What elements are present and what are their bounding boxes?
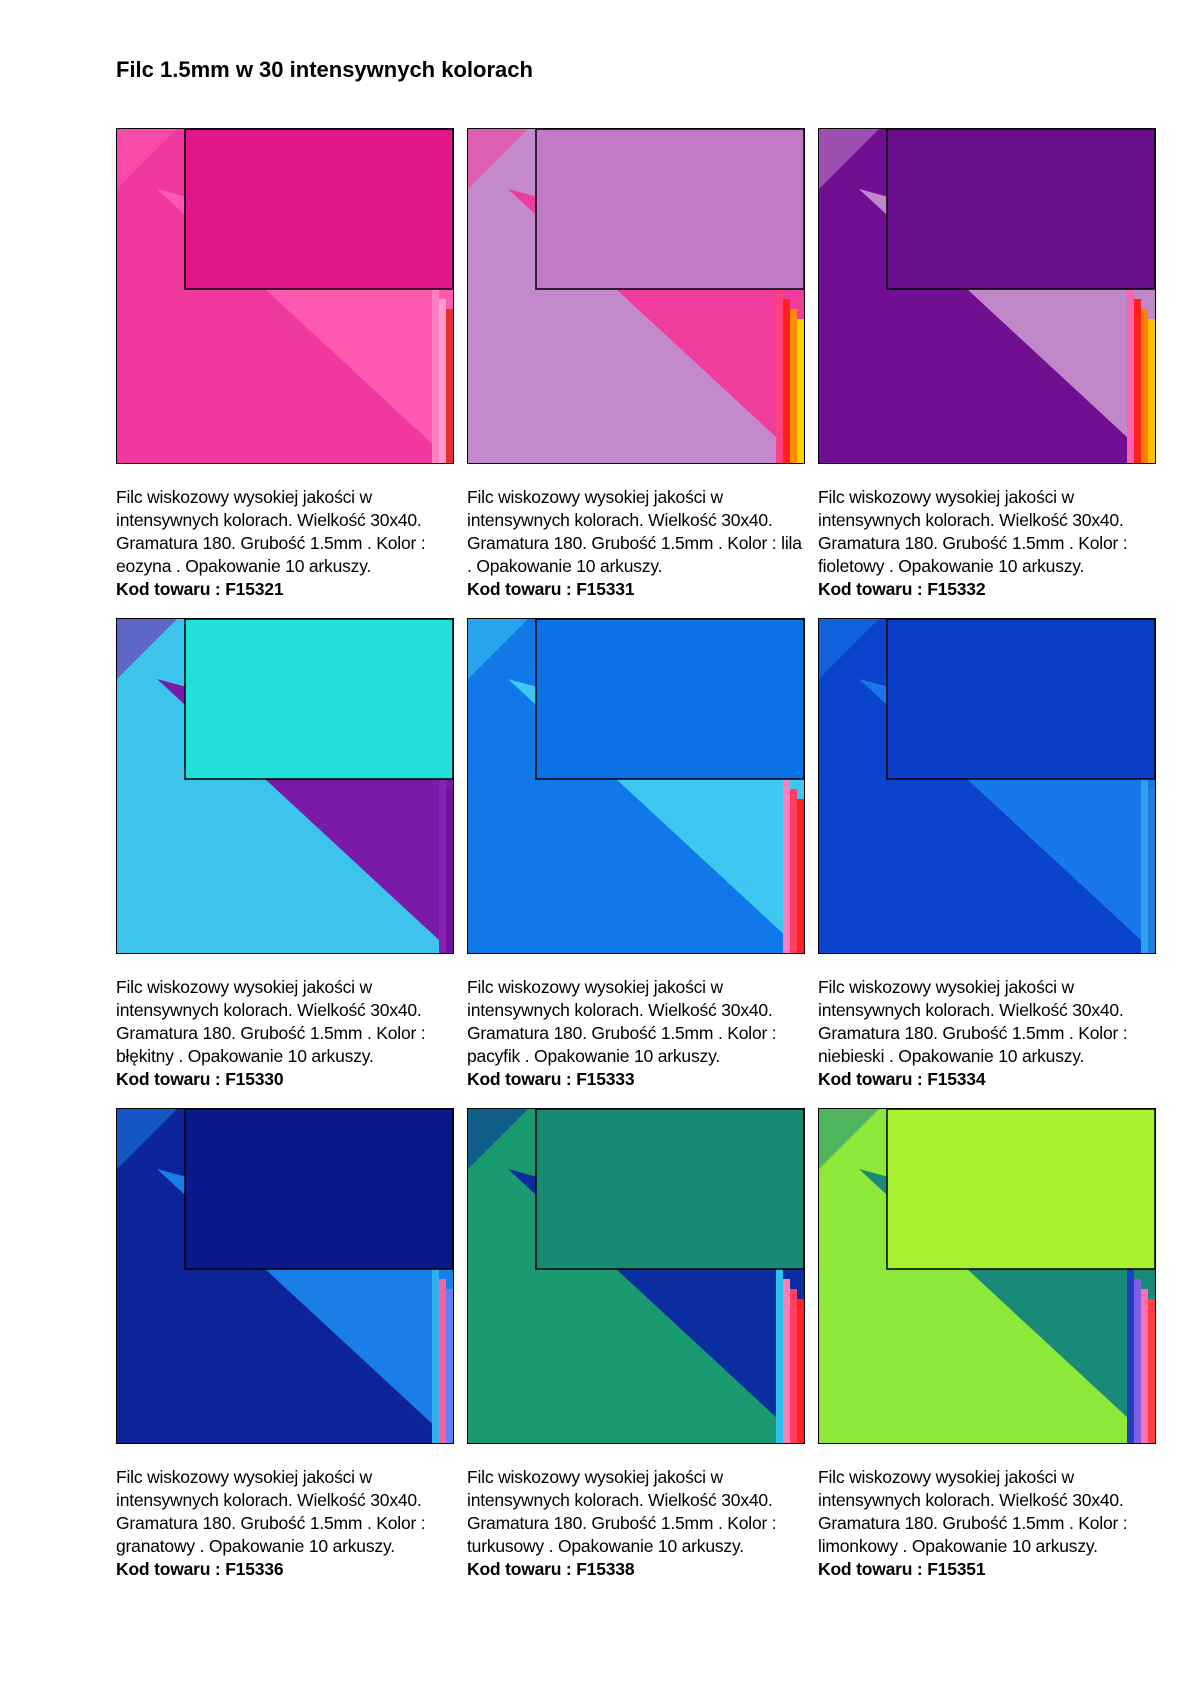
felt-sheet-image [819, 129, 1155, 463]
product-code: Kod towaru : F15321 [116, 579, 284, 599]
product-code: Kod towaru : F15336 [116, 1559, 284, 1579]
product-description-block [467, 486, 805, 601]
product-photo [467, 128, 805, 464]
color-swatch [185, 1109, 453, 1269]
product-photo [116, 128, 454, 464]
color-swatch [536, 1109, 804, 1269]
product-description-block [116, 1466, 454, 1581]
product-description: Filc wiskozowy wysokiej jakości w intensywnych kolorach. Wielkość 30x40. Gramatura 180. Grubość 1.5mm . Kolor : fioletowy . Opakowanie 10 arkuszy. [818, 487, 1128, 576]
felt-sheet-image [819, 619, 1155, 953]
product-description-block [818, 976, 1156, 1091]
product-description: Filc wiskozowy wysokiej jakości w intensywnych kolorach. Wielkość 30x40. Gramatura 180. Grubość 1.5mm . Kolor : limonkowy . Opakowanie 10 arkuszy. [818, 1467, 1128, 1556]
color-swatch [536, 129, 804, 289]
product-description: Filc wiskozowy wysokiej jakości w intensywnych kolorach. Wielkość 30x40. Gramatura 180. Grubość 1.5mm . Kolor : granatowy . Opakowanie 10 arkuszy. [116, 1467, 426, 1556]
felt-sheet-image [117, 129, 453, 463]
product-code: Kod towaru : F15351 [818, 1559, 986, 1579]
product-code: Kod towaru : F15332 [818, 579, 986, 599]
product-photo [818, 1108, 1156, 1444]
product-code: Kod towaru : F15333 [467, 1069, 635, 1089]
color-swatch [185, 129, 453, 289]
felt-sheet-image [468, 1109, 804, 1443]
page-title: Filc 1.5mm w 30 intensywnych kolorach [116, 57, 533, 82]
felt-sheet-image [468, 619, 804, 953]
product-description: Filc wiskozowy wysokiej jakości w intensywnych kolorach. Wielkość 30x40. Gramatura 180. Grubość 1.5mm . Kolor : eozyna . Opakowanie 10 arkuszy. [116, 487, 426, 576]
product-photo [116, 618, 454, 954]
product-photo [818, 618, 1156, 954]
product-code: Kod towaru : F15334 [818, 1069, 986, 1089]
color-swatch [887, 1109, 1155, 1269]
product-description-block [467, 1466, 805, 1581]
product-photo [818, 128, 1156, 464]
product-description: Filc wiskozowy wysokiej jakości w intensywnych kolorach. Wielkość 30x40. Gramatura 180. Grubość 1.5mm . Kolor : błękitny . Opakowanie 10 arkuszy. [116, 977, 426, 1066]
product-description-block [116, 486, 454, 601]
felt-sheet-image [468, 129, 804, 463]
color-swatch [887, 129, 1155, 289]
product-description: Filc wiskozowy wysokiej jakości w intensywnych kolorach. Wielkość 30x40. Gramatura 180. Grubość 1.5mm . Kolor : pacyfik . Opakowanie 10 arkuszy. [467, 977, 777, 1066]
product-code: Kod towaru : F15331 [467, 579, 635, 599]
color-swatch [185, 619, 453, 779]
product-description: Filc wiskozowy wysokiej jakości w intensywnych kolorach. Wielkość 30x40. Gramatura 180. Grubość 1.5mm . Kolor : niebieski . Opakowanie 10 arkuszy. [818, 977, 1128, 1066]
product-code: Kod towaru : F15330 [116, 1069, 284, 1089]
felt-sheet-image [117, 619, 453, 953]
product-photo [467, 618, 805, 954]
felt-sheet-image [819, 1109, 1155, 1443]
color-swatch [536, 619, 804, 779]
felt-sheet-image [117, 1109, 453, 1443]
product-description-block [818, 1466, 1156, 1581]
product-code: Kod towaru : F15338 [467, 1559, 635, 1579]
product-description-block [116, 976, 454, 1091]
product-description-block [818, 486, 1156, 601]
color-swatch [887, 619, 1155, 779]
product-description-block [467, 976, 805, 1091]
product-photo [116, 1108, 454, 1444]
product-photo [467, 1108, 805, 1444]
product-description: Filc wiskozowy wysokiej jakości w intensywnych kolorach. Wielkość 30x40. Gramatura 180. Grubość 1.5mm . Kolor : lila . Opakowanie 10 arkuszy. [467, 487, 802, 576]
product-description: Filc wiskozowy wysokiej jakości w intensywnych kolorach. Wielkość 30x40. Gramatura 180. Grubość 1.5mm . Kolor : turkusowy . Opakowanie 10 arkuszy. [467, 1467, 777, 1556]
